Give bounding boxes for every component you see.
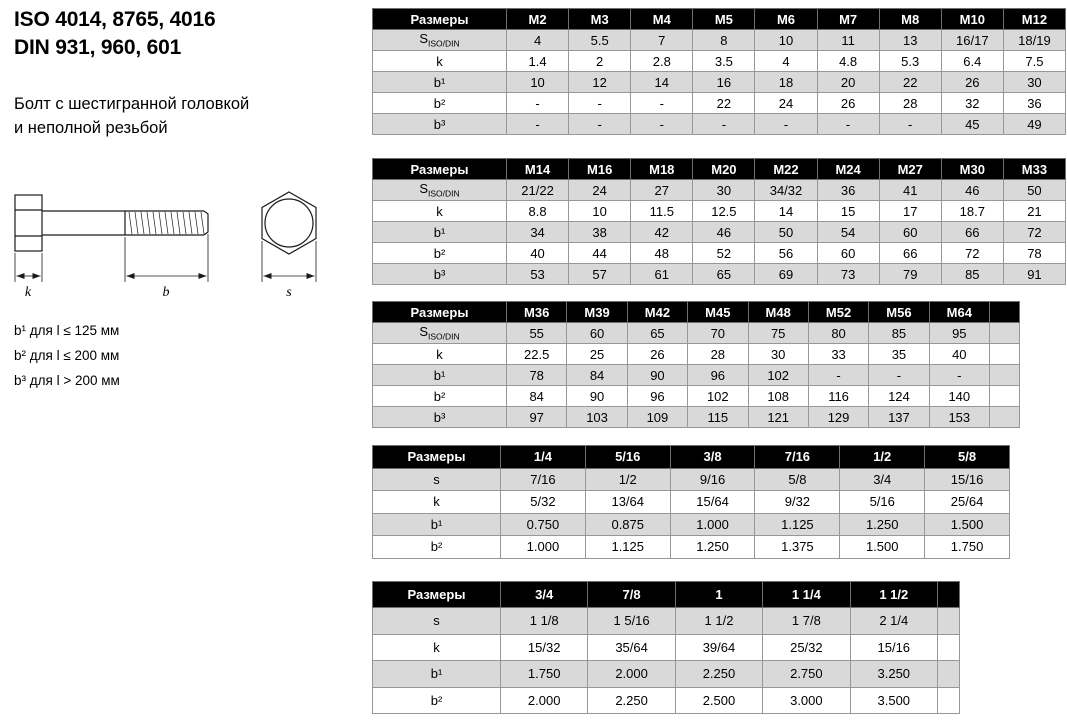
value-cell: 3.500 [850, 687, 937, 714]
value-cell: 61 [631, 264, 693, 285]
value-cell: 13 [879, 30, 941, 51]
row-label: b² [373, 687, 501, 714]
value-cell: 121 [748, 407, 808, 428]
column-header: 1 1/2 [850, 581, 937, 608]
bolt-diagram [6, 186, 358, 310]
value-cell: 3/4 [840, 468, 925, 491]
row-label: b³ [373, 407, 507, 428]
value-cell: 60 [879, 222, 941, 243]
column-header: M16 [569, 159, 631, 180]
column-header: 1/2 [840, 446, 925, 469]
value-cell: 72 [941, 243, 1003, 264]
value-cell: 2.250 [588, 687, 675, 714]
table-inch-quarter-to-five-eighths [372, 445, 1010, 559]
column-header: M56 [869, 302, 929, 323]
value-cell: 20 [817, 72, 879, 93]
column-header: 7/8 [588, 581, 675, 608]
bolt-side-view [15, 195, 208, 251]
dimension-lines [15, 234, 316, 282]
value-cell: 129 [808, 407, 868, 428]
value-cell: 10 [569, 201, 631, 222]
value-cell: 6.4 [941, 51, 1003, 72]
value-cell [938, 608, 960, 635]
column-header: M48 [748, 302, 808, 323]
value-cell: 102 [688, 386, 748, 407]
value-cell: 1.125 [755, 513, 840, 536]
note-b1: b¹ для l ≤ 125 мм [14, 323, 120, 338]
value-cell: 60 [567, 323, 627, 344]
table-inch-three-quarter-to-one-and-half [372, 581, 960, 715]
value-cell: 44 [569, 243, 631, 264]
value-cell: - [631, 114, 693, 135]
row-label: $S_{ISO/DIN}$ [373, 30, 507, 51]
table-metric-m14-m33 [372, 158, 1066, 285]
row-label: k [373, 51, 507, 72]
value-cell: 22 [693, 93, 755, 114]
value-cell: 57 [569, 264, 631, 285]
value-cell: 4.8 [817, 51, 879, 72]
value-cell: 25/64 [925, 491, 1010, 514]
column-header: Размеры [373, 9, 507, 30]
value-cell: 30 [748, 344, 808, 365]
value-cell: 22 [879, 72, 941, 93]
column-header: M42 [627, 302, 687, 323]
value-cell: 40 [507, 243, 569, 264]
value-cell: 9/32 [755, 491, 840, 514]
value-cell: 1/2 [585, 468, 670, 491]
value-cell: 34 [507, 222, 569, 243]
value-cell: 75 [748, 323, 808, 344]
row-label: b² [373, 93, 507, 114]
value-cell: 22.5 [507, 344, 567, 365]
value-cell: 1.750 [501, 661, 588, 688]
value-cell: 4 [507, 30, 569, 51]
table-metric-m36-m64 [372, 301, 1020, 428]
value-cell: 91 [1003, 264, 1065, 285]
value-cell: 18/19 [1003, 30, 1065, 51]
value-cell: 12.5 [693, 201, 755, 222]
row-label: b¹ [373, 513, 501, 536]
value-cell [990, 344, 1020, 365]
value-cell: 25 [567, 344, 627, 365]
bolt-hex-view [262, 192, 316, 254]
value-cell: 5/8 [755, 468, 840, 491]
standard-din-title: DIN 931, 960, 601 [14, 36, 182, 59]
value-cell: 80 [808, 323, 868, 344]
value-cell: - [929, 365, 989, 386]
value-cell: 1.000 [501, 536, 586, 559]
value-cell: 48 [631, 243, 693, 264]
value-cell: 90 [627, 365, 687, 386]
value-cell: 30 [693, 180, 755, 201]
value-cell: 60 [817, 243, 879, 264]
value-cell: 72 [1003, 222, 1065, 243]
column-header: Размеры [373, 302, 507, 323]
value-cell: 153 [929, 407, 989, 428]
column-header: M18 [631, 159, 693, 180]
row-label: b³ [373, 264, 507, 285]
value-cell: 1 5/16 [588, 608, 675, 635]
value-cell: 10 [507, 72, 569, 93]
value-cell: 26 [627, 344, 687, 365]
value-cell: - [693, 114, 755, 135]
value-cell: 10 [755, 30, 817, 51]
value-cell: 15/16 [925, 468, 1010, 491]
value-cell: 103 [567, 407, 627, 428]
tables-column [372, 8, 1067, 714]
column-header: M22 [755, 159, 817, 180]
value-cell: 36 [817, 180, 879, 201]
column-header: M14 [507, 159, 569, 180]
value-cell: 15/32 [501, 634, 588, 661]
value-cell: 11.5 [631, 201, 693, 222]
value-cell: 2.8 [631, 51, 693, 72]
value-cell: 53 [507, 264, 569, 285]
value-cell: 40 [929, 344, 989, 365]
value-cell: 36 [1003, 93, 1065, 114]
value-cell [990, 323, 1020, 344]
title-block [14, 6, 216, 62]
value-cell: 16 [693, 72, 755, 93]
value-cell: 137 [869, 407, 929, 428]
row-label: b¹ [373, 222, 507, 243]
value-cell: 1.250 [670, 536, 755, 559]
column-header: M4 [631, 9, 693, 30]
column-header: M20 [693, 159, 755, 180]
value-cell: 15 [817, 201, 879, 222]
value-cell: 24 [569, 180, 631, 201]
value-cell: 1.750 [925, 536, 1010, 559]
value-cell: - [507, 93, 569, 114]
value-cell: 84 [567, 365, 627, 386]
row-label: b¹ [373, 72, 507, 93]
value-cell: - [808, 365, 868, 386]
column-header: 1 1/4 [763, 581, 850, 608]
hex-outline [262, 192, 316, 254]
value-cell [938, 661, 960, 688]
value-cell: 66 [879, 243, 941, 264]
value-cell: - [755, 114, 817, 135]
value-cell: 4 [755, 51, 817, 72]
value-cell: 65 [693, 264, 755, 285]
value-cell: 78 [507, 365, 567, 386]
value-cell: 50 [755, 222, 817, 243]
value-cell: - [569, 93, 631, 114]
value-cell: 78 [1003, 243, 1065, 264]
column-header: M33 [1003, 159, 1065, 180]
column-header: 3/8 [670, 446, 755, 469]
value-cell: 0.750 [501, 513, 586, 536]
value-cell: 50 [1003, 180, 1065, 201]
value-cell: 34/32 [755, 180, 817, 201]
value-cell: - [569, 114, 631, 135]
row-label: k [373, 344, 507, 365]
column-header: M39 [567, 302, 627, 323]
value-cell: 2.000 [501, 687, 588, 714]
column-header: M45 [688, 302, 748, 323]
column-header: M2 [507, 9, 569, 30]
row-label: s [373, 608, 501, 635]
value-cell: 5/16 [840, 491, 925, 514]
value-cell: 2 1/4 [850, 608, 937, 635]
value-cell: 70 [688, 323, 748, 344]
value-cell: 8.8 [507, 201, 569, 222]
value-cell: 39/64 [675, 634, 762, 661]
row-label: s [373, 468, 501, 491]
value-cell: 16/17 [941, 30, 1003, 51]
value-cell [990, 407, 1020, 428]
product-description-line1: Болт с шестигранной головкой [14, 95, 250, 113]
value-cell: 41 [879, 180, 941, 201]
value-cell: 7.5 [1003, 51, 1065, 72]
value-cell: 18 [755, 72, 817, 93]
note-b2: b² для l ≤ 200 мм [14, 348, 120, 363]
row-label: b² [373, 243, 507, 264]
value-cell: 12 [569, 72, 631, 93]
row-label: $S_{ISO/DIN}$ [373, 180, 507, 201]
value-cell: 2.000 [588, 661, 675, 688]
value-cell: 0.875 [585, 513, 670, 536]
value-cell: 1 7/8 [763, 608, 850, 635]
column-header: 5/16 [585, 446, 670, 469]
column-header: M24 [817, 159, 879, 180]
thread-length-notes [14, 318, 120, 393]
value-cell: 1.500 [840, 536, 925, 559]
value-cell: 3.5 [693, 51, 755, 72]
value-cell: 85 [869, 323, 929, 344]
value-cell: 1.125 [585, 536, 670, 559]
column-header: M30 [941, 159, 1003, 180]
value-cell [938, 634, 960, 661]
value-cell: 96 [688, 365, 748, 386]
column-header: M5 [693, 9, 755, 30]
dim-label-b: b [162, 285, 170, 300]
value-cell: - [869, 365, 929, 386]
value-cell: 65 [627, 323, 687, 344]
value-cell: 55 [507, 323, 567, 344]
column-header-empty [990, 302, 1020, 323]
row-label: k [373, 201, 507, 222]
value-cell: 85 [941, 264, 1003, 285]
note-b3: b³ для l > 200 мм [14, 373, 120, 388]
value-cell: 26 [817, 93, 879, 114]
value-cell: 109 [627, 407, 687, 428]
value-cell: 30 [1003, 72, 1065, 93]
value-cell: 1.4 [507, 51, 569, 72]
value-cell: 1 1/8 [501, 608, 588, 635]
value-cell [990, 386, 1020, 407]
product-description [14, 92, 249, 140]
value-cell: 5.5 [569, 30, 631, 51]
value-cell: 21/22 [507, 180, 569, 201]
column-header: 1/4 [501, 446, 586, 469]
thread-hatch [129, 212, 204, 234]
value-cell: 52 [693, 243, 755, 264]
value-cell: 8 [693, 30, 755, 51]
value-cell: 7 [631, 30, 693, 51]
value-cell: 35 [869, 344, 929, 365]
value-cell: 27 [631, 180, 693, 201]
value-cell: 28 [879, 93, 941, 114]
row-label: b¹ [373, 661, 501, 688]
column-header: M8 [879, 9, 941, 30]
value-cell: 46 [693, 222, 755, 243]
value-cell: 97 [507, 407, 567, 428]
dim-label-k: k [24, 285, 32, 300]
value-cell: 45 [941, 114, 1003, 135]
value-cell: 7/16 [501, 468, 586, 491]
value-cell: 124 [869, 386, 929, 407]
value-cell: 1.250 [840, 513, 925, 536]
value-cell: 32 [941, 93, 1003, 114]
value-cell [990, 365, 1020, 386]
value-cell: 11 [817, 30, 879, 51]
value-cell [938, 687, 960, 714]
column-header: M27 [879, 159, 941, 180]
value-cell: 46 [941, 180, 1003, 201]
value-cell: 15/64 [670, 491, 755, 514]
value-cell: 13/64 [585, 491, 670, 514]
value-cell: 2.750 [763, 661, 850, 688]
value-cell: 42 [631, 222, 693, 243]
table-metric-m2-m12 [372, 8, 1066, 135]
value-cell: 95 [929, 323, 989, 344]
hex-chamfer-circle [265, 199, 313, 247]
standard-iso-title: ISO 4014, 8765, 4016 [14, 8, 216, 31]
value-cell: 24 [755, 93, 817, 114]
column-header: Размеры [373, 581, 501, 608]
value-cell: 54 [817, 222, 879, 243]
value-cell: 35/64 [588, 634, 675, 661]
dim-label-s: s [286, 285, 292, 300]
value-cell: 1.000 [670, 513, 755, 536]
value-cell: 90 [567, 386, 627, 407]
value-cell: 115 [688, 407, 748, 428]
column-header: M64 [929, 302, 989, 323]
bolt-head-side [15, 195, 42, 251]
value-cell: 18.7 [941, 201, 1003, 222]
column-header: M6 [755, 9, 817, 30]
left-panel [0, 0, 372, 720]
value-cell: 14 [755, 201, 817, 222]
row-label: k [373, 491, 501, 514]
value-cell: 56 [755, 243, 817, 264]
value-cell: 49 [1003, 114, 1065, 135]
value-cell: 5.3 [879, 51, 941, 72]
column-header: 3/4 [501, 581, 588, 608]
column-header: M3 [569, 9, 631, 30]
value-cell: 116 [808, 386, 868, 407]
value-cell: 3.000 [763, 687, 850, 714]
value-cell: 73 [817, 264, 879, 285]
value-cell: 96 [627, 386, 687, 407]
value-cell: 66 [941, 222, 1003, 243]
value-cell: 2.250 [675, 661, 762, 688]
value-cell: 28 [688, 344, 748, 365]
value-cell: 5/32 [501, 491, 586, 514]
value-cell: 2 [569, 51, 631, 72]
row-label: b³ [373, 114, 507, 135]
product-description-line2: и неполной резьбой [14, 119, 168, 137]
column-header: M52 [808, 302, 868, 323]
value-cell: 17 [879, 201, 941, 222]
value-cell: 3.250 [850, 661, 937, 688]
value-cell: 79 [879, 264, 941, 285]
bolt-tip [204, 211, 208, 235]
value-cell: 84 [507, 386, 567, 407]
column-header: M12 [1003, 9, 1065, 30]
value-cell: 2.500 [675, 687, 762, 714]
value-cell: - [631, 93, 693, 114]
column-header: 7/16 [755, 446, 840, 469]
row-label: b² [373, 536, 501, 559]
value-cell: 1.500 [925, 513, 1010, 536]
value-cell: 108 [748, 386, 808, 407]
value-cell: 140 [929, 386, 989, 407]
column-header: M10 [941, 9, 1003, 30]
value-cell: 1 1/2 [675, 608, 762, 635]
column-header: M36 [507, 302, 567, 323]
value-cell: - [507, 114, 569, 135]
column-header: M7 [817, 9, 879, 30]
value-cell: 26 [941, 72, 1003, 93]
value-cell: - [879, 114, 941, 135]
row-label: $S_{ISO/DIN}$ [373, 323, 507, 344]
column-header: Размеры [373, 446, 501, 469]
column-header: Размеры [373, 159, 507, 180]
value-cell: 102 [748, 365, 808, 386]
value-cell: 25/32 [763, 634, 850, 661]
value-cell: 9/16 [670, 468, 755, 491]
value-cell: 38 [569, 222, 631, 243]
value-cell: 33 [808, 344, 868, 365]
value-cell: 1.375 [755, 536, 840, 559]
column-header: 5/8 [925, 446, 1010, 469]
value-cell: 14 [631, 72, 693, 93]
column-header: 1 [675, 581, 762, 608]
row-label: b¹ [373, 365, 507, 386]
value-cell: 69 [755, 264, 817, 285]
column-header-empty [938, 581, 960, 608]
value-cell: 15/16 [850, 634, 937, 661]
row-label: b² [373, 386, 507, 407]
value-cell: 21 [1003, 201, 1065, 222]
row-label: k [373, 634, 501, 661]
value-cell: - [817, 114, 879, 135]
